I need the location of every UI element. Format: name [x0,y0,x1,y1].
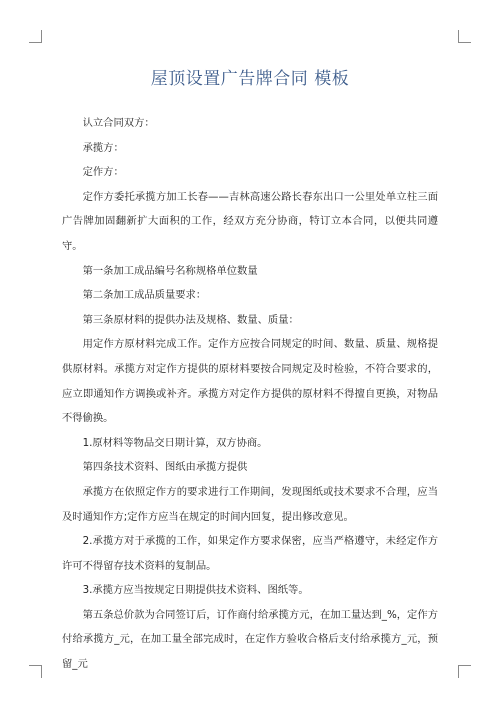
paragraph: 第四条技术资料、图纸由承揽方提供 [82,461,248,474]
paragraph: 2.承揽方对于承揽的工作，如果定作方要求保密，应当严格遵守，未经定作方许可不得留存技术资料的复制品。 [62,535,438,572]
paragraph: 1.原材料等物品交日期计算，双方协商。 [82,436,268,449]
document-body [62,111,438,677]
paragraph: 第一条加工成品编号名称规格单位数量 [82,264,258,277]
crop-mark-bottom-left [29,665,42,678]
crop-mark-top-right [458,30,471,43]
paragraph: 第五条总价款为合同签订后，订作商付给承揽方元，在加工量达到_%，定作方付给承揽方_元，在加工量全部完成时，在定作方验收合格后支付给承揽方_元，预留_元 [62,608,438,671]
paragraph: 用定作方原材料完成工作。定作方应按合同规定的时间、数量、质量、规格提供原材料。承揽方对定作方提供的原材料要按合同规定及时检验，不符合要求的，应立即通知作方调换或补齐。承揽方对定作方提供的原材料不得擅自更换，对物品不得偷换。 [62,338,438,425]
paragraph: 3.承揽方应当按规定日期提供技术资料、图纸等。 [82,584,309,597]
paragraph: 认立合同双方： [82,117,155,129]
paragraph: 第二条加工成品质量要求： [82,289,207,302]
crop-mark-bottom-right [458,665,471,678]
paragraph: 定作方： [82,166,124,179]
paragraph: 承揽方在依照定作方的要求进行工作期间，发现图纸或技术要求不合理，应当及时通知作方;定作方应当在规定的时间内回复，提出修改意见。 [62,485,438,523]
paragraph: 第三条原材料的提供办法及规格、数量、质量： [82,313,299,326]
document-title: 屋顶设置广告牌合同 模板 [150,69,350,89]
crop-mark-top-left [29,30,42,43]
paragraph: 承揽方： [82,141,124,154]
paragraph: 定作方委托承揽方加工长春——吉林高速公路长春东出口一公里处单立柱三面广告牌加固翻新扩大面积的工作，经双方充分协商，特订立本合同，以便共同遵守。 [62,190,438,252]
